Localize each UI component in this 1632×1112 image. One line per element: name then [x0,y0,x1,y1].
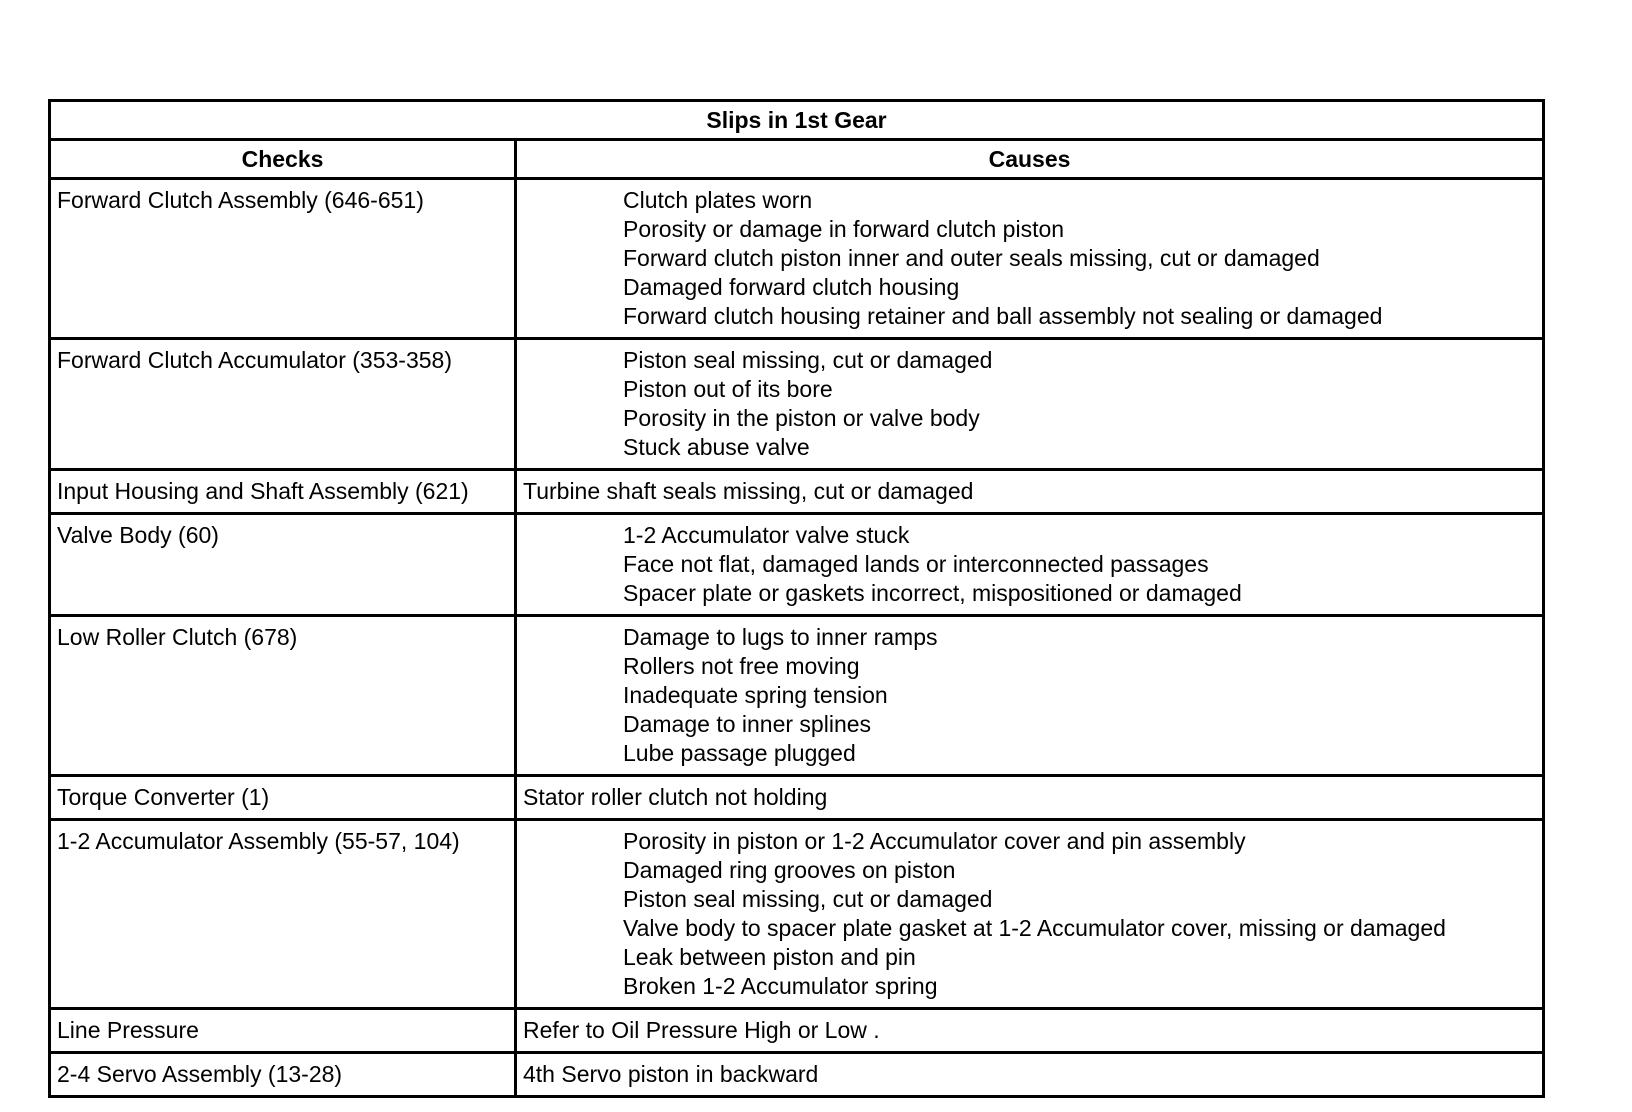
cause-item: Damaged ring grooves on piston [623,857,956,883]
cause-list [523,477,1538,506]
cause-item: Piston seal missing, cut or damaged [623,347,993,373]
check-cell: Valve Body (60) [50,514,516,616]
table-row [50,616,1544,776]
check-cell: Low Roller Clutch (678) [50,616,516,776]
table-title: Slips in 1st Gear [50,101,1544,140]
causes-cell [516,820,1544,1009]
cause-item: Forward clutch housing retainer and ball assembly not sealing or damaged [623,303,1383,329]
check-cell: 2-4 Servo Assembly (13-28) [50,1053,516,1097]
cause-list [523,346,1538,462]
cause-item: Damage to inner splines [623,711,872,737]
cause-item: Damaged forward clutch housing [623,274,960,300]
cause-item: Spacer plate or gaskets incorrect, mispositioned or damaged [623,580,1242,606]
cause-item: Porosity in the piston or valve body [623,405,980,431]
cause-item: Porosity or damage in forward clutch piston [623,216,1065,242]
table-row [50,179,1544,339]
cause-item: Stator roller clutch not holding [523,784,828,810]
cause-item: Stuck abuse valve [623,434,810,460]
cause-item: Forward clutch piston inner and outer seals missing, cut or damaged [623,245,1320,271]
check-cell: 1-2 Accumulator Assembly (55-57, 104) [50,820,516,1009]
table-row [50,820,1544,1009]
table-row [50,1053,1544,1097]
cause-list [523,783,1538,812]
cause-item: Rollers not free moving [623,653,860,679]
check-cell: Line Pressure [50,1009,516,1053]
cause-list [523,827,1538,1001]
title-row [50,101,1544,140]
check-cell: Input Housing and Shaft Assembly (621) [50,470,516,514]
cause-item: Turbine shaft seals missing, cut or damaged [523,478,974,504]
table-row [50,339,1544,470]
causes-cell [516,339,1544,470]
cause-item: 1-2 Accumulator valve stuck [623,522,910,548]
causes-cell [516,470,1544,514]
cause-item: Face not flat, damaged lands or interconnected passages [623,551,1209,577]
table-row [50,470,1544,514]
cause-item: Piston out of its bore [623,376,833,402]
diagnosis-table [48,99,1545,1098]
cause-item: Piston seal missing, cut or damaged [623,886,993,912]
causes-header: Causes [516,140,1544,179]
causes-cell [516,179,1544,339]
check-cell: Torque Converter (1) [50,776,516,820]
cause-item: Porosity in piston or 1-2 Accumulator cover and pin assembly [623,828,1246,854]
cause-list [523,1016,1538,1045]
cause-item: Clutch plates worn [623,187,813,213]
table-row [50,514,1544,616]
cause-list [523,623,1538,768]
table-head [50,101,1544,179]
cause-item: Refer to Oil Pressure High or Low . [523,1017,880,1043]
table-row [50,1009,1544,1053]
cause-list [523,521,1538,608]
causes-cell [516,1009,1544,1053]
causes-cell [516,616,1544,776]
table-row [50,776,1544,820]
table-body [50,179,1544,1097]
causes-cell [516,1053,1544,1097]
cause-item: Lube passage plugged [623,740,856,766]
checks-header: Checks [50,140,516,179]
check-cell: Forward Clutch Accumulator (353-358) [50,339,516,470]
causes-cell [516,514,1544,616]
cause-item: Leak between piston and pin [623,944,916,970]
cause-item: Valve body to spacer plate gasket at 1-2 Accumulator cover, missing or damaged [623,915,1446,941]
cause-item: Damage to lugs to inner ramps [623,624,938,650]
cause-item: Inadequate spring tension [623,682,888,708]
check-cell: Forward Clutch Assembly (646-651) [50,179,516,339]
cause-list [523,186,1538,331]
causes-cell [516,776,1544,820]
cause-item: Broken 1-2 Accumulator spring [623,973,938,999]
header-row [50,140,1544,179]
cause-item: 4th Servo piston in backward [523,1061,819,1087]
cause-list [523,1060,1538,1089]
